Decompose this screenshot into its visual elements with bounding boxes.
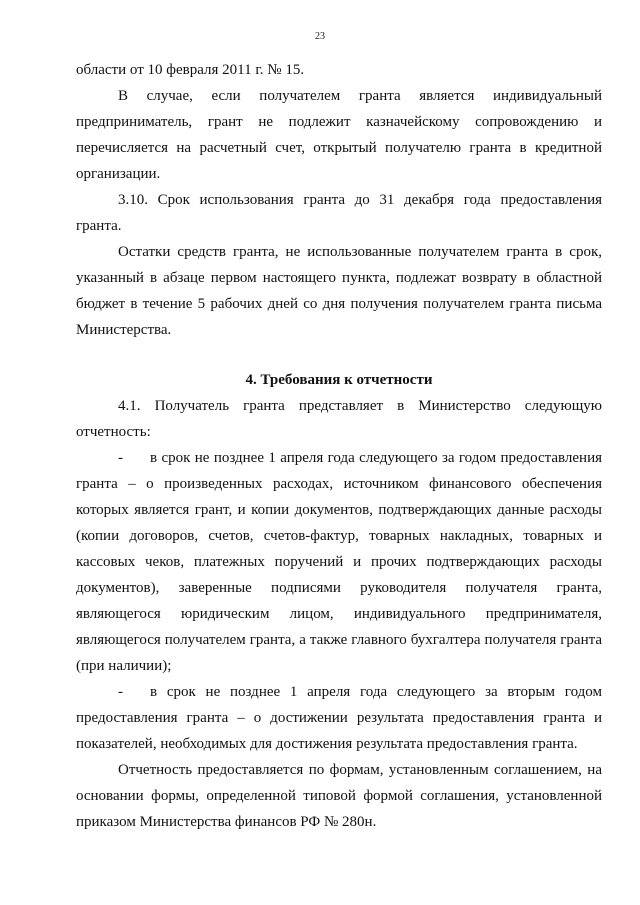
paragraph-remaining-funds: Остатки средств гранта, не использованные получателем гранта в срок, указанный в абзаце первом настоящего пункта, подлежат возврату в областной бюджет в течение 5 рабочих дней со дня получения получателем гранта письма Министерства.: [76, 244, 602, 338]
paragraph-3-10: 3.10. Срок использования гранта до 31 декабря года предоставления гранта.: [76, 192, 602, 234]
list-item: [76, 679, 602, 757]
document-body: [76, 57, 602, 835]
paragraph-continuation: области от 10 февраля 2011 г. № 15.: [76, 62, 305, 78]
bullet-marker: -: [118, 450, 123, 466]
paragraph-forms: Отчетность предоставляется по формам, установленным соглашением, на основании формы, определенной типовой формой соглашения, установленной приказом Министерства финансов РФ № 280н.: [76, 762, 602, 830]
paragraph-entrepreneur: В случае, если получателем гранта является индивидуальный предприниматель, грант не подлежит казначейскому сопровождению и перечисляется на расчетный счет, открытый получателю гранта в кредитной организации.: [76, 88, 602, 182]
list-item-text: в срок не позднее 1 апреля года следующего за вторым годом предоставления гранта – о достижении результата предоставления гранта и показателей, необходимых для достижения результата предоставления гранта.: [76, 684, 602, 752]
page-number: 23: [315, 31, 325, 42]
bullet-marker: -: [118, 684, 123, 700]
list-item: [76, 445, 602, 679]
list-item-text: в срок не позднее 1 апреля года следующего за годом предоставления гранта – о произведенных расходах, источником финансового обеспечения которых является грант, и копии документов, подтверждающих данные расходы (копии договоров, счетов, счетов-фактур, товарных накладных, товарных и кассовых чеков, платежных поручений и прочих подтверждающих расходы документов), заверенные подписями руководителя получателя гранта, являющегося юридическим лицом, индивидуального предпринимателя, являющегося получателем гранта, а также главного бухгалтера получателя гранта (при наличии);: [76, 450, 602, 674]
paragraph-4-1: 4.1. Получатель гранта представляет в Министерство следующую отчетность:: [76, 398, 602, 440]
section-heading: 4. Требования к отчетности: [245, 372, 433, 388]
